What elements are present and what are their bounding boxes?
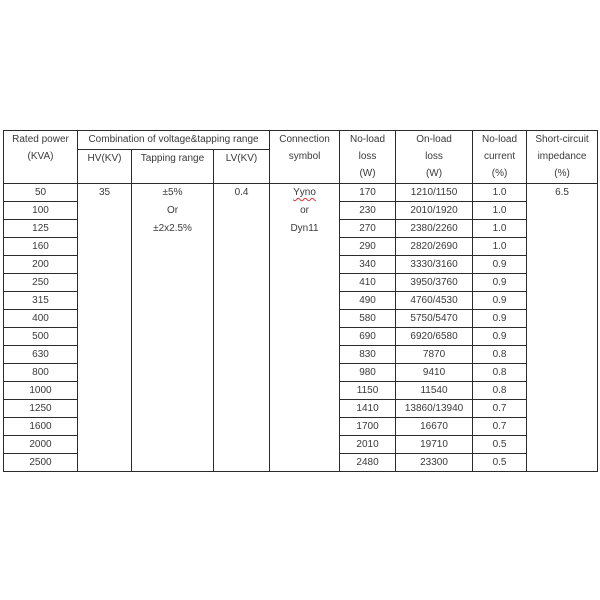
- cell-no-load-loss: 490: [340, 292, 396, 310]
- cell-on-load-loss: 16670: [396, 418, 473, 436]
- connection-line: or: [300, 205, 309, 216]
- header-combination: Combination of voltage&tapping range: [78, 131, 270, 150]
- cell-rated-power: 160: [4, 238, 78, 256]
- cell-on-load-loss: 6920/6580: [396, 328, 473, 346]
- cell-on-load-loss: 2820/2690: [396, 238, 473, 256]
- cell-no-load-current: 0.9: [473, 256, 527, 274]
- cell-no-load-loss: 270: [340, 220, 396, 238]
- cell-rated-power: 100: [4, 202, 78, 220]
- cell-on-load-loss: 9410: [396, 364, 473, 382]
- header-text: Rated power: [12, 134, 69, 145]
- transformer-spec-table: [3, 130, 598, 472]
- cell-no-load-loss: 290: [340, 238, 396, 256]
- cell-no-load-current: 0.8: [473, 346, 527, 364]
- cell-rated-power: 200: [4, 256, 78, 274]
- header-text: Short-circuit: [535, 134, 589, 145]
- table-row: [4, 184, 598, 202]
- header-text: (%): [554, 168, 570, 179]
- cell-no-load-current: 0.7: [473, 418, 527, 436]
- cell-no-load-loss: 170: [340, 184, 396, 202]
- cell-no-load-current: 0.8: [473, 364, 527, 382]
- cell-on-load-loss: 4760/4530: [396, 292, 473, 310]
- cell-no-load-loss: 2010: [340, 436, 396, 454]
- cell-rated-power: 1000: [4, 382, 78, 400]
- connection-line-spellcheck: Yyno: [293, 187, 316, 198]
- header-lv: LV(KV): [214, 150, 270, 184]
- cell-no-load-current: 0.5: [473, 454, 527, 472]
- header-hv: HV(KV): [78, 150, 132, 184]
- cell-rated-power: 500: [4, 328, 78, 346]
- header-connection: [270, 131, 340, 184]
- cell-rated-power: 50: [4, 184, 78, 202]
- tapping-line: ±2x2.5%: [153, 223, 192, 234]
- header-impedance: [527, 131, 598, 184]
- header-tapping: Tapping range: [132, 150, 214, 184]
- cell-no-load-loss: 410: [340, 274, 396, 292]
- cell-on-load-loss: 5750/5470: [396, 310, 473, 328]
- cell-no-load-loss: 830: [340, 346, 396, 364]
- cell-no-load-loss: 690: [340, 328, 396, 346]
- header-text: loss: [358, 151, 377, 162]
- header-text: symbol: [288, 151, 321, 162]
- header-text: On-load: [416, 134, 452, 145]
- cell-no-load-current: 0.7: [473, 400, 527, 418]
- header-text: impedance: [537, 151, 587, 162]
- cell-no-load-current: 1.0: [473, 238, 527, 256]
- cell-rated-power: 1250: [4, 400, 78, 418]
- cell-no-load-current: 0.9: [473, 328, 527, 346]
- cell-no-load-current: 0.9: [473, 274, 527, 292]
- cell-rated-power: 250: [4, 274, 78, 292]
- cell-no-load-loss: 580: [340, 310, 396, 328]
- cell-rated-power: 315: [4, 292, 78, 310]
- cell-no-load-current: 1.0: [473, 202, 527, 220]
- cell-impedance: 6.5: [527, 184, 598, 472]
- header-rated-power: [4, 131, 78, 184]
- header-no-load-loss: [340, 131, 396, 184]
- header-text: (%): [491, 168, 508, 179]
- cell-rated-power: 800: [4, 364, 78, 382]
- connection-line: [270, 184, 339, 202]
- cell-rated-power: 2000: [4, 436, 78, 454]
- cell-tapping-range: [132, 184, 214, 472]
- cell-no-load-loss: 230: [340, 202, 396, 220]
- cell-on-load-loss: 23300: [396, 454, 473, 472]
- cell-no-load-loss: 1700: [340, 418, 396, 436]
- header-text: (W): [359, 168, 376, 179]
- cell-on-load-loss: 2380/2260: [396, 220, 473, 238]
- cell-no-load-loss: 340: [340, 256, 396, 274]
- header-no-load-current: [473, 131, 527, 184]
- cell-no-load-loss: 2480: [340, 454, 396, 472]
- tapping-line: ±5%: [162, 187, 183, 198]
- cell-no-load-loss: 980: [340, 364, 396, 382]
- cell-no-load-current: 1.0: [473, 220, 527, 238]
- header-text: No-load: [350, 134, 386, 145]
- cell-no-load-loss: 1410: [340, 400, 396, 418]
- cell-rated-power: 400: [4, 310, 78, 328]
- cell-no-load-current: 1.0: [473, 184, 527, 202]
- cell-hv: 35: [78, 184, 132, 472]
- header-text: No-load: [482, 134, 518, 145]
- cell-no-load-loss: 1150: [340, 382, 396, 400]
- cell-no-load-current: 0.5: [473, 436, 527, 454]
- cell-on-load-loss: 3950/3760: [396, 274, 473, 292]
- cell-rated-power: 125: [4, 220, 78, 238]
- cell-on-load-loss: 1210/1150: [396, 184, 473, 202]
- connection-line: Dyn11: [290, 223, 319, 234]
- cell-rated-power: 630: [4, 346, 78, 364]
- cell-on-load-loss: 19710: [396, 436, 473, 454]
- header-text: (W): [425, 168, 443, 179]
- cell-on-load-loss: 7870: [396, 346, 473, 364]
- cell-lv: 0.4: [214, 184, 270, 472]
- header-on-load-loss: [396, 131, 473, 184]
- cell-on-load-loss: 2010/1920: [396, 202, 473, 220]
- cell-no-load-current: 0.9: [473, 310, 527, 328]
- cell-on-load-loss: 11540: [396, 382, 473, 400]
- cell-on-load-loss: 13860/13940: [396, 400, 473, 418]
- header-text: (KVA): [27, 151, 54, 162]
- cell-rated-power: 2500: [4, 454, 78, 472]
- cell-no-load-current: 0.9: [473, 292, 527, 310]
- tapping-line: Or: [166, 205, 179, 216]
- cell-on-load-loss: 3330/3160: [396, 256, 473, 274]
- cell-connection-symbol: [270, 184, 340, 472]
- cell-no-load-current: 0.8: [473, 382, 527, 400]
- header-text: current: [483, 151, 516, 162]
- header-text: loss: [425, 151, 443, 162]
- cell-rated-power: 1600: [4, 418, 78, 436]
- header-text: Connection: [279, 134, 330, 145]
